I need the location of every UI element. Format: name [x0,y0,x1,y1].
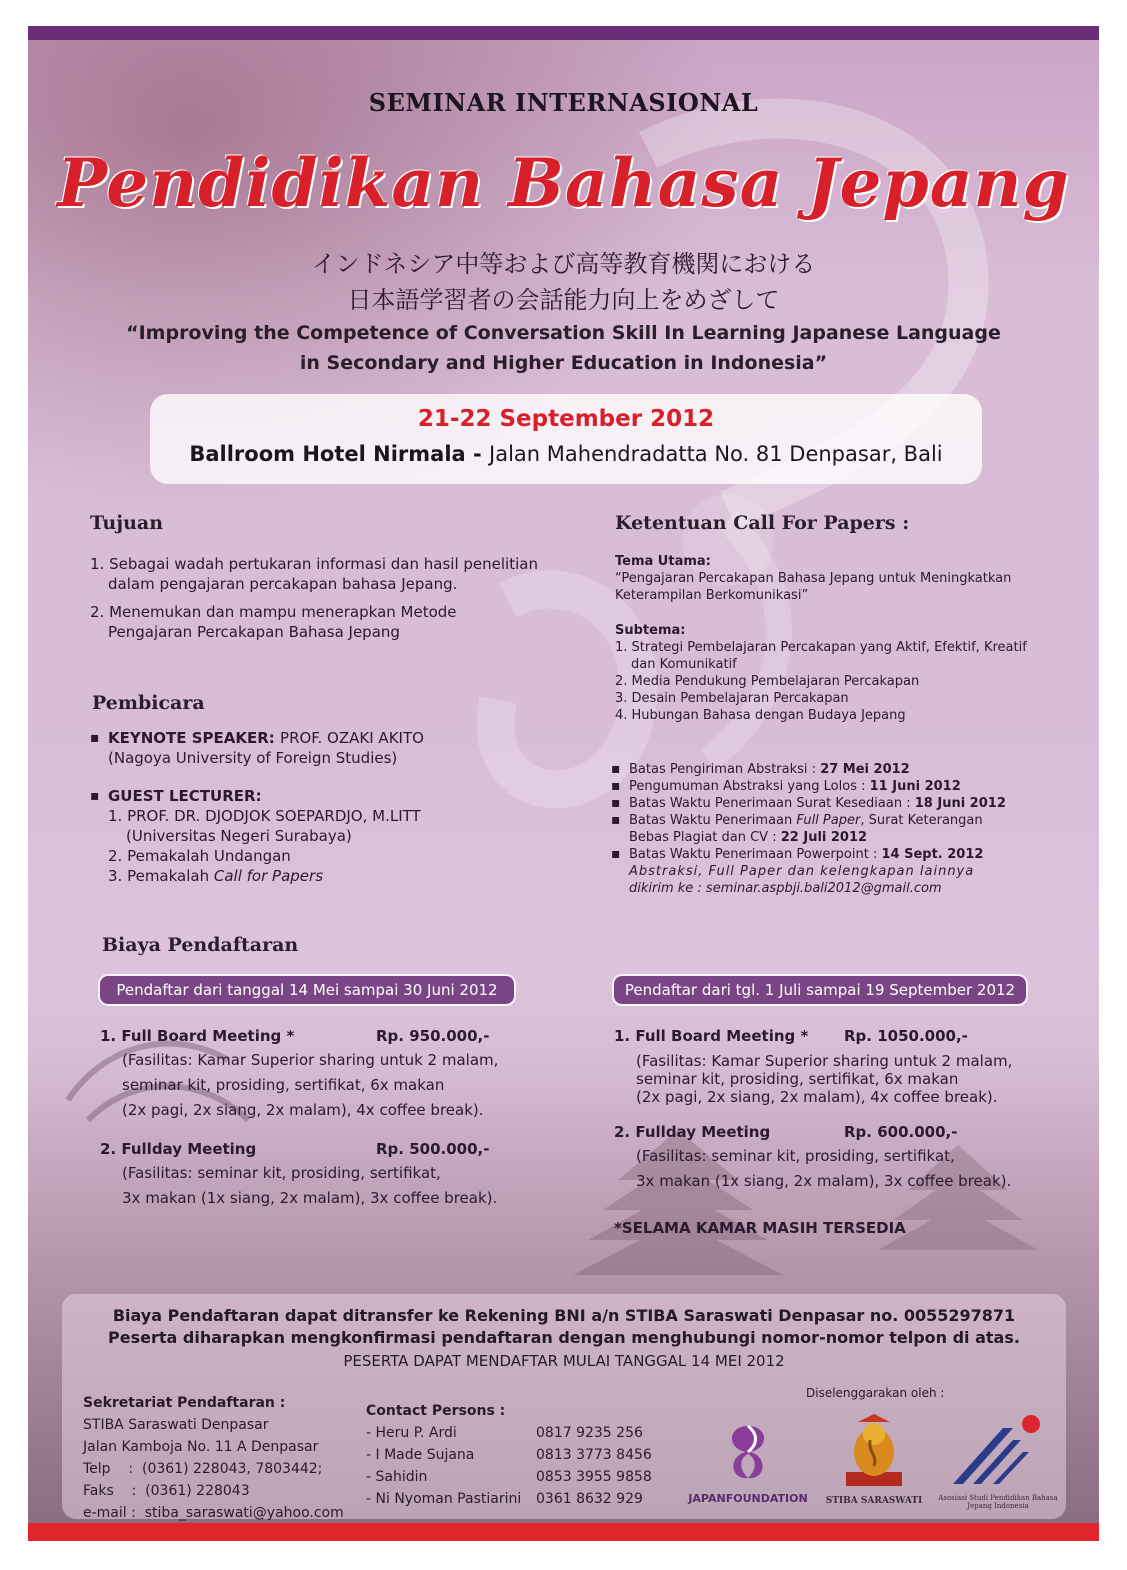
period-1-pricing [100,1026,570,1211]
payment-line2: Peserta diharapkan mengkonfirmasi pendaftaran dengan menghubungi nomor-nomor telpon di atas. [108,1328,1020,1347]
p1-item1-desc [100,1048,570,1123]
event-date: 21-22 September 2012 [417,406,715,432]
subtema-1-cont: dan Komunikatif [631,657,737,672]
guest-2: 2. Pemakalah Undangan [108,847,291,865]
subtema-3: 3. Desain Pembelajaran Percakapan [615,691,849,706]
p2-item2-d1: (Fasilitas: seminar kit, prosiding, sertifikat, [636,1147,955,1165]
deadline-4-text: Batas Waktu Penerimaan [629,813,797,828]
p2-item1-d2: seminar kit, prosiding, sertifikat, 6x makan [636,1070,959,1088]
tujuan-heading: Tujuan [90,512,164,534]
p1-item1-price: Rp. 950.000,- [376,1027,490,1045]
p1-item2-desc [100,1161,570,1211]
subtema-label: Subtema: [615,623,686,638]
bottom-bar [28,1523,1099,1541]
p1-item2-d2: 3x makan (1x siang, 2x malam), 3x coffee break). [122,1189,498,1207]
guest-3 [108,866,578,886]
p2-item1-desc [614,1052,1084,1106]
guest-1: 1. PROF. DR. DJODJOK SOEPARDJO, M.LITT [108,807,421,825]
p2-item1-name: 1. Full Board Meeting * [614,1027,809,1045]
p2-item1-price: Rp. 1050.000,- [844,1027,968,1045]
sekretariat-l2: Jalan Kamboja No. 11 A Denpasar [83,1439,319,1455]
p2-item2-name: 2. Fullday Meeting [614,1123,771,1141]
tema-label: Tema Utama: [615,554,711,569]
top-bar [28,26,1099,40]
deadline-4-cont [629,829,1039,846]
pembicara-heading: Pembicara [92,692,205,714]
deadline-4-text-c: Bebas Plagiat dan CV : [629,830,781,845]
tema-line2: Keterampilan Berkomunikasi” [615,588,809,603]
contact-name: - Sahidin [366,1469,428,1485]
cfp-heading: Ketentuan Call For Papers : [615,512,910,534]
deadline-4 [629,812,1039,829]
contact-phone: 0813 3773 8456 [536,1447,652,1463]
deadline-4-date: 22 Juli 2012 [780,830,868,845]
english-theme-line2: in Secondary and Higher Education in Indonesia” [299,352,828,374]
tujuan-list [90,554,580,642]
period-2-pricing [614,1026,1084,1238]
p2-item2-d2: 3x makan (1x siang, 2x malam), 3x coffee break). [636,1172,1012,1190]
p1-item1-d3: (2x pagi, 2x siang, 2x malam), 4x coffee break). [122,1101,484,1119]
contact-phone: 0853 3955 9858 [536,1469,652,1485]
send-line2: dikirim ke : seminar.aspbji.bali2012@gmail.com [629,881,942,896]
send-line1: Abstraksi, Full Paper dan kelengkapan lainnya [629,864,975,879]
p2-item1-d3: (2x pagi, 2x siang, 2x malam), 4x coffee break). [636,1088,998,1106]
sekretariat-l4: Faks : (0361) 228043 [83,1483,250,1499]
guest-3-text: 3. Pemakalah [108,867,214,885]
contact-persons [366,1400,696,1510]
sekretariat-l3: Telp : (0361) 228043, 7803442; [83,1461,323,1477]
sekretariat-heading: Sekretariat Pendaftaran : [83,1395,286,1411]
aspbji-emblem-icon [933,1410,1063,1490]
tema-line1: “Pengajaran Percakapan Bahasa Jepang untuk Meningkatkan [615,571,1012,586]
p1-item2-d1: (Fasilitas: seminar kit, prosiding, sertifikat, [122,1164,441,1182]
stiba-label: STIBA SARASWATI [825,1496,923,1506]
keynote-speaker [108,728,578,748]
p1-item1-d2: seminar kit, prosiding, sertifikat, 6x makan [122,1076,445,1094]
deadline-2 [629,778,1039,795]
deadline-4-italic: Full Paper [796,813,861,828]
contact-phone: 0817 9235 256 [536,1425,643,1441]
keynote-name: PROF. OZAKI AKITO [280,729,424,747]
p1-item1-d1: (Fasilitas: Kamar Superior sharing untuk 2 malam, [122,1051,499,1069]
tujuan-item-2-cont: Pengajaran Percakapan Bahasa Jepang [108,623,400,641]
p2-item1-d1: (Fasilitas: Kamar Superior sharing untuk 2 malam, [636,1052,1013,1070]
p2-item1 [614,1026,1084,1048]
contact-phone: 0361 8632 929 [536,1491,643,1507]
subtema-1: 1. Strategi Pembelajaran Percakapan yang Aktif, Efektif, Kreatif [615,640,1027,655]
p1-item1 [100,1026,570,1048]
subtema-4: 4. Hubungan Bahasa dengan Budaya Jepang [615,708,906,723]
period-1-pill: Pendaftar dari tanggal 14 Mei sampai 30 Juni 2012 [100,976,514,1004]
seminar-title: Pendidikan Bahasa Jepang [57,144,1070,222]
subtema-2: 2. Media Pendukung Pembelajaran Percakapan [615,674,920,689]
deadline-1-text: Batas Pengiriman Abstraksi : [629,762,821,777]
guest-lecturer-label: ▪ GUEST LECTURER: [108,786,578,806]
contact-heading: Contact Persons : [366,1403,506,1419]
deadline-1-date: 27 Mei 2012 [820,762,910,777]
period-2-pill: Pendaftar dari tgl. 1 Juli sampai 19 September 2012 [614,976,1026,1004]
deadline-3 [629,795,1039,812]
p1-item2 [100,1139,570,1161]
date-venue-box [150,394,982,484]
ganesha-emblem-icon [824,1412,924,1492]
p2-item2-price: Rp. 600.000,- [844,1123,958,1141]
contact-row [366,1488,696,1510]
room-note: *SELAMA KAMAR MASIH TERSEDIA [614,1219,906,1237]
deadline-5 [629,846,1039,863]
tujuan-item-1: 1. Sebagai wadah pertukaran informasi dan hasil penelitian [90,555,538,573]
p1-item2-price: Rp. 500.000,- [376,1140,490,1158]
p1-item1-name: 1. Full Board Meeting * [100,1027,295,1045]
contact-row [366,1444,696,1466]
venue-address: Jalan Mahendradatta No. 81 Denpasar, Bali [489,442,943,466]
venue-name: Ballroom Hotel Nirmala - [189,442,490,466]
p2-item2 [614,1122,1084,1144]
tujuan-item-1-cont: dalam pengajaran percakapan bahasa Jepang. [108,575,458,593]
payment-line1: Biaya Pendaftaran dapat ditransfer ke Rekening BNI a/n STIBA Saraswati Denpasar no. 0055297871 [112,1306,1016,1325]
deadline-4-text-b: , Surat Keterangan [860,813,983,828]
contact-row [366,1422,696,1444]
english-theme-line1: “Improving the Competence of Conversation Skill In Learning Japanese Language [126,322,1001,344]
deadline-5-text: Batas Waktu Penerimaan Powerpoint : [629,847,882,862]
biaya-heading: Biaya Pendaftaran [102,934,299,956]
poster [28,26,1099,1541]
p2-item2-desc [614,1144,1084,1194]
sekretariat [83,1392,383,1524]
japanese-subtitle-line2: 日本語学習者の会話能力向上をめざして [347,286,780,314]
deadline-2-text: Pengumuman Abstraksi yang Lolos : [629,779,870,794]
payment-line3: PESERTA DAPAT MENDAFTAR MULAI TANGGAL 14 MEI 2012 [343,1352,785,1370]
japanese-subtitle-line1: インドネシア中等および高等教育機関における [311,250,816,278]
seminar-label: SEMINAR INTERNASIONAL [368,88,759,117]
keynote-label: KEYNOTE SPEAKER: [108,729,281,747]
contact-name: - Heru P. Ardi [366,1425,457,1441]
tujuan-item-2: 2. Menemukan dan mampu menerapkan Metode [90,603,457,621]
contact-name: - Ni Nyoman Pastiarini [366,1491,522,1507]
japan-foundation-logo [688,1418,808,1508]
deadline-5-date: 14 Sept. 2012 [881,847,984,862]
japan-foundation-label: JAPANFOUNDATION [688,1492,808,1505]
speakers [108,728,578,886]
sekretariat-l5: e-mail : stiba_saraswati@yahoo.com [83,1505,344,1521]
deadline-3-date: 18 Juni 2012 [914,796,1006,811]
keynote-affiliation: (Nagoya University of Foreign Studies) [108,749,398,767]
p1-item2-name: 2. Fullday Meeting [100,1140,257,1158]
aspbji-label: Asosiasi Studi Pendidikan Bahasa Jepang Indonesia [938,1494,1058,1510]
contact-row [366,1466,696,1488]
event-venue [150,442,982,466]
japan-foundation-icon [688,1418,808,1488]
guest-1-affiliation: (Universitas Negeri Surabaya) [126,827,352,845]
deadline-1 [629,761,1039,778]
deadline-3-text: Batas Waktu Penerimaan Surat Kesediaan : [629,796,915,811]
stiba-logo [824,1412,924,1508]
organizers-heading: Diselenggarakan oleh : [806,1386,945,1400]
sekretariat-l1: STIBA Saraswati Denpasar [83,1417,269,1433]
cfp-body [615,553,1035,724]
contact-name: - I Made Sujana [366,1447,475,1463]
guest-3-italic: Call for Papers [213,867,324,885]
aspbji-logo [933,1410,1063,1510]
deadline-2-date: 11 Juni 2012 [869,779,961,794]
cfp-deadlines [629,761,1039,897]
